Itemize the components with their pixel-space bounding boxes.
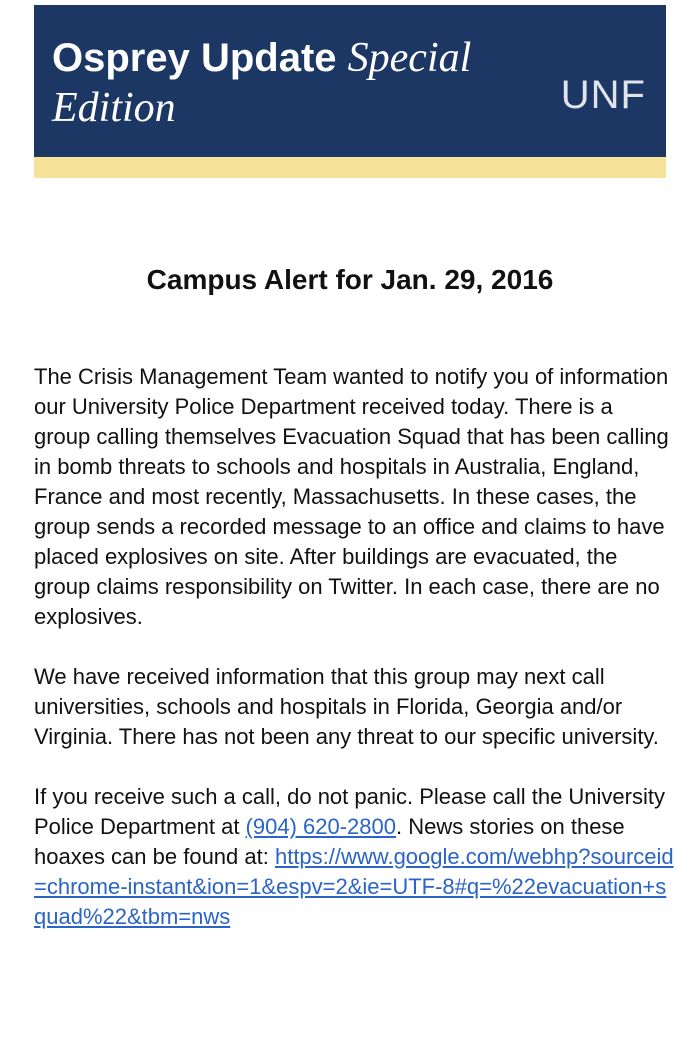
banner-gold-stripe	[34, 157, 666, 178]
paragraph-3	[34, 782, 674, 932]
paragraph-2: We have received information that this group may next call universities, schools and hospitals in Florida, Georgia and/or Virginia. There has not been any threat to our specific university.	[34, 664, 659, 749]
banner-title-bold: Osprey Update	[52, 36, 337, 80]
alert-heading: Campus Alert for Jan. 29, 2016	[146, 264, 554, 295]
news-search-link[interactable]: https://www.google.com/webhp?sourceid=chrome-instant&ion=1&espv=2&ie=UTF-8#q=%22evacuation+squad%22&tbm=nws	[34, 844, 674, 929]
paragraph-3-text-a: If you receive such a call, do not panic. Please call the University Police Department at	[34, 784, 665, 839]
newsletter-banner	[34, 5, 666, 157]
paragraph-1: The Crisis Management Team wanted to notify you of information our University Police Department received today. There is a group calling themselves Evacuation Squad that has been calling in bomb threats to schools and hospitals in Australia, England, France and most recently, Massachusetts. In these cases, the group sends a recorded message to an office and claims to have placed explosives on site. After buildings are evacuated, the group claims responsibility on Twitter. In each case, there are no explosives.	[34, 364, 669, 629]
police-phone-link[interactable]: (904) 620-2800	[245, 814, 396, 839]
unf-logo: UNF	[560, 73, 646, 117]
alert-body	[34, 362, 674, 962]
banner-title-italic: Special Edition	[52, 35, 472, 131]
paragraph-3-text-b: . News stories on these hoaxes can be found at:	[34, 814, 625, 869]
banner-title	[52, 33, 552, 133]
